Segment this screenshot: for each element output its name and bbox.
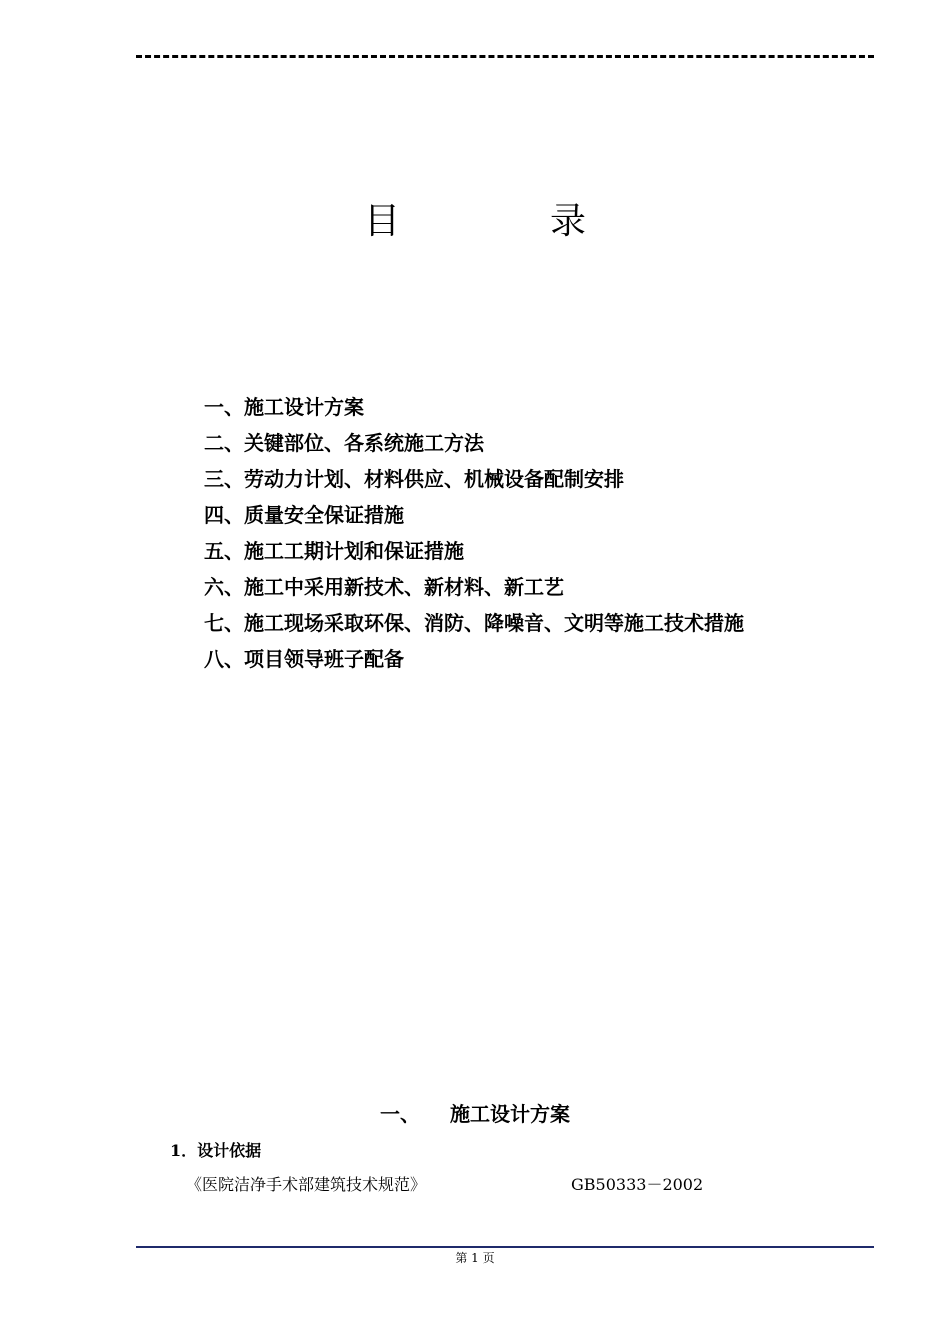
toc-item: 三、劳动力计划、材料供应、机械设备配制安排 (204, 467, 624, 491)
section-number: 一、 (380, 1102, 420, 1126)
toc-item: 五、施工工期计划和保证措施 (204, 539, 464, 563)
page-number: 第 1 页 (455, 1251, 495, 1265)
reference-code: GB50333－2002 (571, 1175, 704, 1194)
toc-list (204, 389, 744, 677)
toc-title (0, 197, 950, 247)
reference-line (186, 1170, 704, 1200)
subsection-heading: 1．设计依据 (170, 1141, 262, 1160)
header-dashed-rule (136, 55, 874, 58)
toc-item: 八、项目领导班子配备 (204, 647, 404, 671)
footer-rule (136, 1246, 874, 1248)
toc-title-char-1: 目 (363, 201, 400, 242)
toc-item: 四、质量安全保证措施 (204, 503, 404, 527)
reference-title: 《医院洁净手术部建筑技术规范》 (186, 1175, 427, 1194)
toc-item: 七、施工现场采取环保、消防、降噪音、文明等施工技术措施 (204, 611, 744, 635)
toc-item: 二、关键部位、各系统施工方法 (204, 431, 484, 455)
section-title: 施工设计方案 (450, 1102, 570, 1126)
toc-item: 一、施工设计方案 (204, 395, 364, 419)
toc-title-char-2: 录 (550, 201, 587, 242)
toc-item: 六、施工中采用新技术、新材料、新工艺 (204, 575, 564, 599)
section-heading (0, 1097, 950, 1131)
